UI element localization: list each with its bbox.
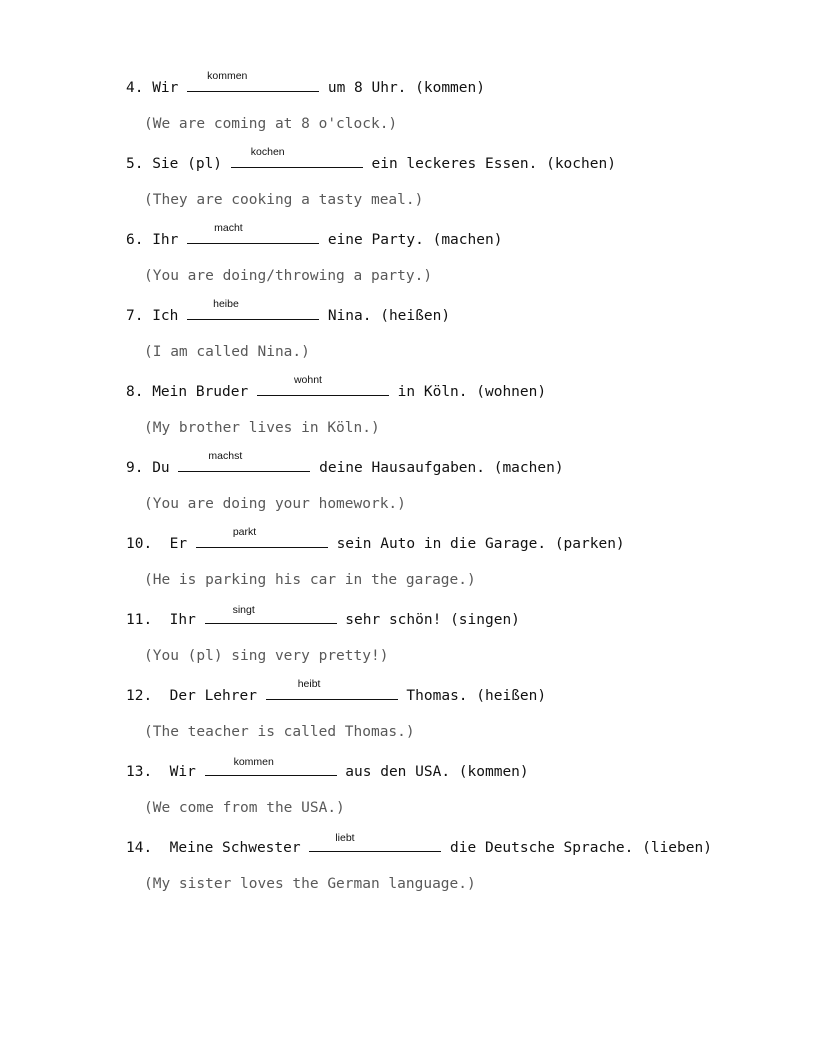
exercise-prompt-start: 6. Ihr bbox=[126, 232, 188, 248]
answer-blank[interactable] bbox=[257, 374, 389, 396]
translation-7: (I am called Nina.) bbox=[144, 344, 310, 360]
answer-blank[interactable] bbox=[187, 222, 319, 244]
translation-8: (My brother lives in Köln.) bbox=[144, 420, 380, 436]
answer-blank[interactable] bbox=[231, 146, 363, 168]
answer-blank[interactable] bbox=[196, 526, 328, 548]
exercise-line-7 bbox=[126, 298, 451, 325]
answer-text: wohnt bbox=[293, 374, 322, 386]
exercise-line-6 bbox=[126, 222, 503, 249]
answer-text: parkt bbox=[232, 526, 257, 538]
answer-text: liebt bbox=[335, 832, 355, 844]
exercise-prompt-end: in Köln. (wohnen) bbox=[388, 384, 547, 400]
translation-14: (My sister loves the German language.) bbox=[144, 876, 476, 892]
translation-4: (We are coming at 8 o'clock.) bbox=[144, 116, 398, 132]
answer-text: heibe bbox=[213, 298, 239, 310]
exercise-prompt-start: 7. Ich bbox=[126, 308, 188, 324]
exercise-prompt-end: ein leckeres Essen. (kochen) bbox=[362, 156, 616, 172]
exercise-prompt-end: die Deutsche Sprache. (lieben) bbox=[441, 840, 712, 856]
answer-text: kommen bbox=[233, 756, 274, 768]
exercise-prompt-end: Thomas. (heißen) bbox=[397, 688, 547, 704]
exercise-prompt-start: 12. Der Lehrer bbox=[126, 688, 266, 704]
exercise-line-8 bbox=[126, 374, 547, 401]
translation-9: (You are doing your homework.) bbox=[144, 496, 406, 512]
translation-10: (He is parking his car in the garage.) bbox=[144, 572, 476, 588]
exercise-line-13 bbox=[126, 756, 529, 781]
translation-12: (The teacher is called Thomas.) bbox=[144, 724, 415, 740]
answer-text: singt bbox=[232, 604, 255, 616]
exercise-prompt-start: 9. Du bbox=[126, 460, 179, 476]
exercise-prompt-start: 10. Er bbox=[126, 536, 196, 552]
exercise-prompt-end: sehr schön! (singen) bbox=[336, 612, 520, 628]
answer-blank[interactable] bbox=[187, 70, 319, 92]
exercise-prompt-start: 14. Meine Schwester bbox=[126, 840, 310, 856]
exercise-line-9 bbox=[126, 450, 564, 477]
exercise-line-11 bbox=[126, 604, 520, 629]
exercise-prompt-start: 4. Wir bbox=[126, 80, 188, 96]
answer-blank[interactable] bbox=[309, 832, 441, 852]
answer-text: macht bbox=[214, 222, 243, 234]
answer-text: kochen bbox=[250, 146, 285, 158]
answer-blank[interactable] bbox=[187, 298, 319, 320]
exercise-prompt-end: Nina. (heißen) bbox=[319, 308, 451, 324]
exercise-prompt-end: sein Auto in die Garage. (parken) bbox=[327, 536, 625, 552]
answer-text: heibt bbox=[297, 678, 321, 690]
exercise-prompt-start: 8. Mein Bruder bbox=[126, 384, 257, 400]
exercise-line-10 bbox=[126, 526, 625, 553]
exercise-line-4 bbox=[126, 70, 485, 97]
exercise-prompt-end: um 8 Uhr. (kommen) bbox=[319, 80, 485, 96]
translation-13: (We come from the USA.) bbox=[144, 800, 345, 816]
exercise-line-12 bbox=[126, 678, 547, 705]
translation-11: (You (pl) sing very pretty!) bbox=[144, 648, 389, 664]
answer-text: kommen bbox=[207, 70, 248, 82]
answer-blank[interactable] bbox=[205, 756, 337, 776]
exercise-line-5 bbox=[126, 146, 616, 173]
answer-blank[interactable] bbox=[266, 678, 398, 700]
exercise-prompt-end: aus den USA. (kommen) bbox=[336, 764, 529, 780]
exercise-prompt-end: eine Party. (machen) bbox=[319, 232, 503, 248]
exercise-prompt-start: 13. Wir bbox=[126, 764, 205, 780]
exercise-prompt-start: 11. Ihr bbox=[126, 612, 205, 628]
exercise-prompt-start: 5. Sie (pl) bbox=[126, 156, 231, 172]
answer-text: machst bbox=[208, 450, 243, 462]
exercise-prompt-end: deine Hausaufgaben. (machen) bbox=[310, 460, 564, 476]
answer-blank[interactable] bbox=[205, 604, 337, 624]
answer-blank[interactable] bbox=[178, 450, 310, 472]
translation-6: (You are doing/throwing a party.) bbox=[144, 268, 433, 284]
exercise-line-14 bbox=[126, 832, 712, 857]
translation-5: (They are cooking a tasty meal.) bbox=[144, 192, 424, 208]
